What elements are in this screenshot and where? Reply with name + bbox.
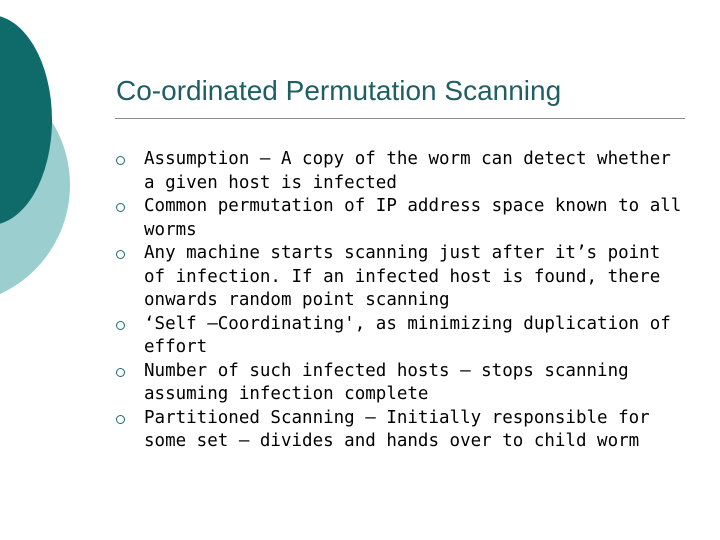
bullet-text: ‘Self –Coordinating', as minimizing duplication of effort [144, 313, 671, 357]
bullet-text: Any machine starts scanning just after it’s point of infection. If an infected host is found, there onwards random point scanning [144, 243, 661, 310]
hollow-circle-icon [116, 250, 125, 259]
bullet-text: Number of such infected hosts – stops scanning assuming infection complete [144, 360, 629, 404]
hollow-circle-icon [116, 203, 125, 212]
bullet-text: Common permutation of IP address space known to all worms [144, 196, 682, 240]
bullet-text: Partitioned Scanning – Initially responsible for some set – divides and hands over to child worm [144, 407, 650, 451]
bullet-text: Assumption – A copy of the worm can detect whether a given host is infected [144, 149, 671, 193]
slide-title: Co-ordinated Permutation Scanning [116, 75, 562, 106]
bullet-item [116, 148, 686, 195]
bullet-item [116, 313, 686, 360]
bullet-item [116, 242, 686, 313]
bullet-item [116, 360, 686, 407]
bullet-item [116, 407, 686, 454]
bullet-item [116, 195, 686, 242]
hollow-circle-icon [116, 156, 125, 165]
hollow-circle-icon [116, 368, 125, 377]
hollow-circle-icon [116, 321, 125, 330]
title-divider [115, 118, 685, 119]
decorative-circles [0, 0, 80, 300]
hollow-circle-icon [116, 415, 125, 424]
bullet-list [116, 148, 686, 454]
